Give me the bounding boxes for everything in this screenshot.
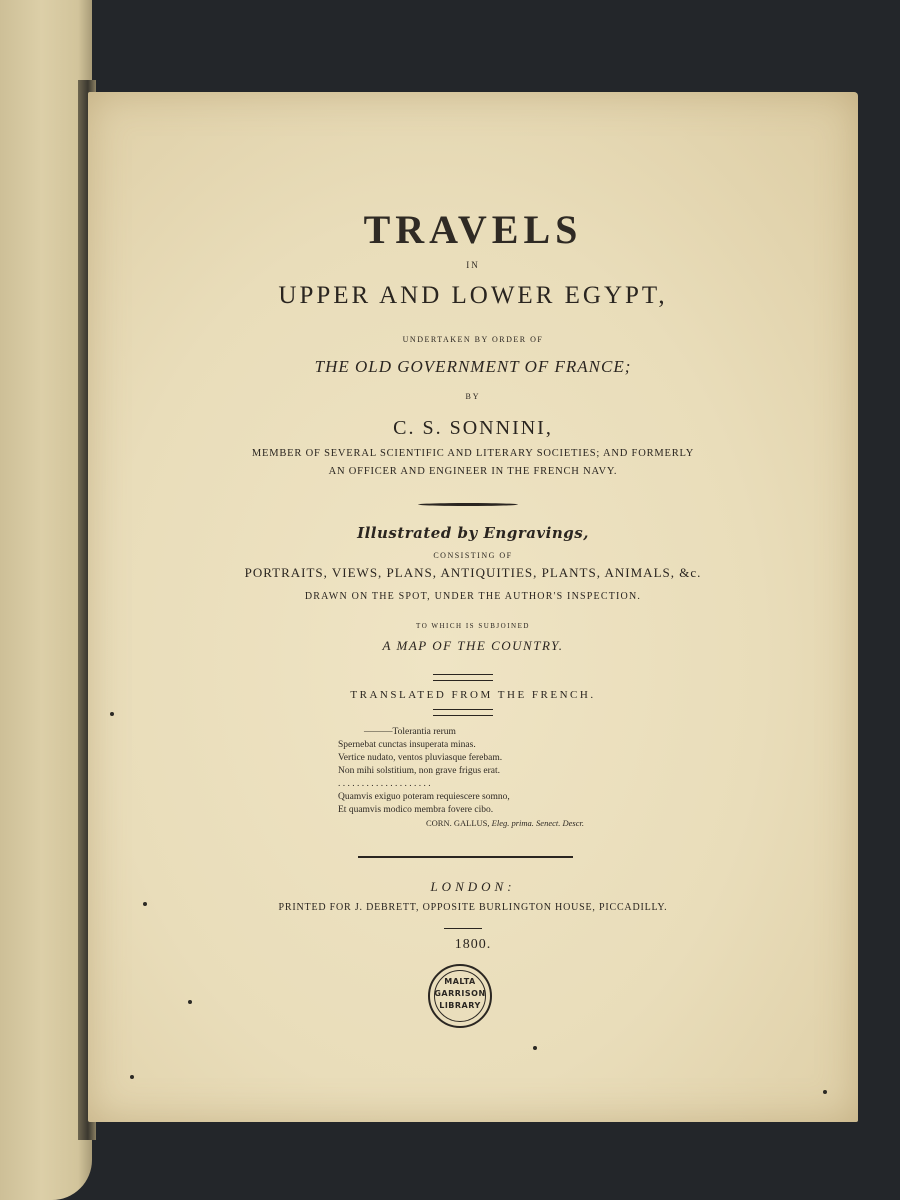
foxing-spot: [130, 1075, 134, 1079]
stamp-text-2: GARRISON: [434, 989, 486, 998]
epigraph-attribution: [338, 817, 678, 830]
book-subtitle: UPPER AND LOWER EGYPT,: [278, 282, 668, 309]
imprint-publisher: PRINTED FOR J. DEBRETT, OPPOSITE BURLINGTON HOUSE, PICCADILLY.: [278, 902, 668, 913]
epigraph-line: Quamvis exiguo poteram requiescere somno,: [338, 792, 510, 802]
author-credentials-2: AN OFFICER AND ENGINEER IN THE FRENCH NAVY.: [328, 466, 618, 477]
attribution-name: CORN. GALLUS,: [426, 818, 490, 828]
author-credentials-1: MEMBER OF SEVERAL SCIENTIFIC AND LITERARY SOCIETIES; AND FORMERLY: [251, 448, 695, 459]
ornamental-rule: [418, 503, 518, 506]
latin-epigraph: [338, 726, 678, 830]
government-line: THE OLD GOVERNMENT OF FRANCE;: [314, 357, 632, 376]
long-rule: [358, 856, 573, 858]
library-stamp: [428, 964, 492, 1028]
illustrated-line: Illustrated by Engravings,: [357, 524, 589, 542]
foxing-spot: [143, 902, 147, 906]
double-rule-bottom: [433, 709, 493, 716]
stamp-text-1: MALTA: [444, 977, 476, 986]
subjoined-line: TO WHICH IS SUBJOINED: [416, 622, 530, 630]
epigraph-line: Et quamvis modico membra fovere cibo.: [338, 805, 494, 815]
stamp-text-3: LIBRARY: [439, 1001, 481, 1010]
undertaken-line: UNDERTAKEN BY ORDER OF: [402, 335, 544, 344]
foxing-spot: [188, 1000, 192, 1004]
title-connector: IN: [466, 260, 480, 270]
double-rule-top: [433, 674, 493, 681]
by-line: BY: [465, 392, 481, 401]
consisting-line: CONSISTING OF: [433, 551, 513, 560]
imprint-year: 1800.: [454, 937, 492, 952]
epigraph-line: Spernebat cunctas insuperata minas.: [338, 740, 476, 750]
map-line: A MAP OF THE COUNTRY.: [382, 638, 564, 653]
attribution-work: Eleg. prima. Senect. Descr.: [491, 818, 584, 828]
short-rule: [444, 928, 482, 929]
contents-list: PORTRAITS, VIEWS, PLANS, ANTIQUITIES, PLANTS, ANIMALS, &c.: [244, 565, 702, 580]
epigraph-line: Vertice nudato, ventos pluviasque ferebam.: [338, 753, 503, 763]
epigraph-line: Non mihi solstitium, non grave frigus erat.: [338, 766, 501, 776]
translated-line: TRANSLATED FROM THE FRENCH.: [350, 689, 596, 701]
drawn-line: DRAWN ON THE SPOT, UNDER THE AUTHOR'S INSPECTION.: [304, 591, 642, 602]
foxing-spot: [823, 1090, 827, 1094]
foxing-spot: [110, 712, 114, 716]
epigraph-line: ———Tolerantia rerum: [364, 727, 456, 737]
foxing-spot: [533, 1046, 537, 1050]
epigraph-line: . . . . . . . . . . . . . . . . . . . .: [338, 779, 431, 789]
book-title: TRAVELS: [363, 207, 583, 252]
author-name: C. S. SONNINI,: [393, 417, 553, 439]
title-page: [88, 92, 858, 1122]
imprint-city: LONDON:: [430, 879, 516, 894]
